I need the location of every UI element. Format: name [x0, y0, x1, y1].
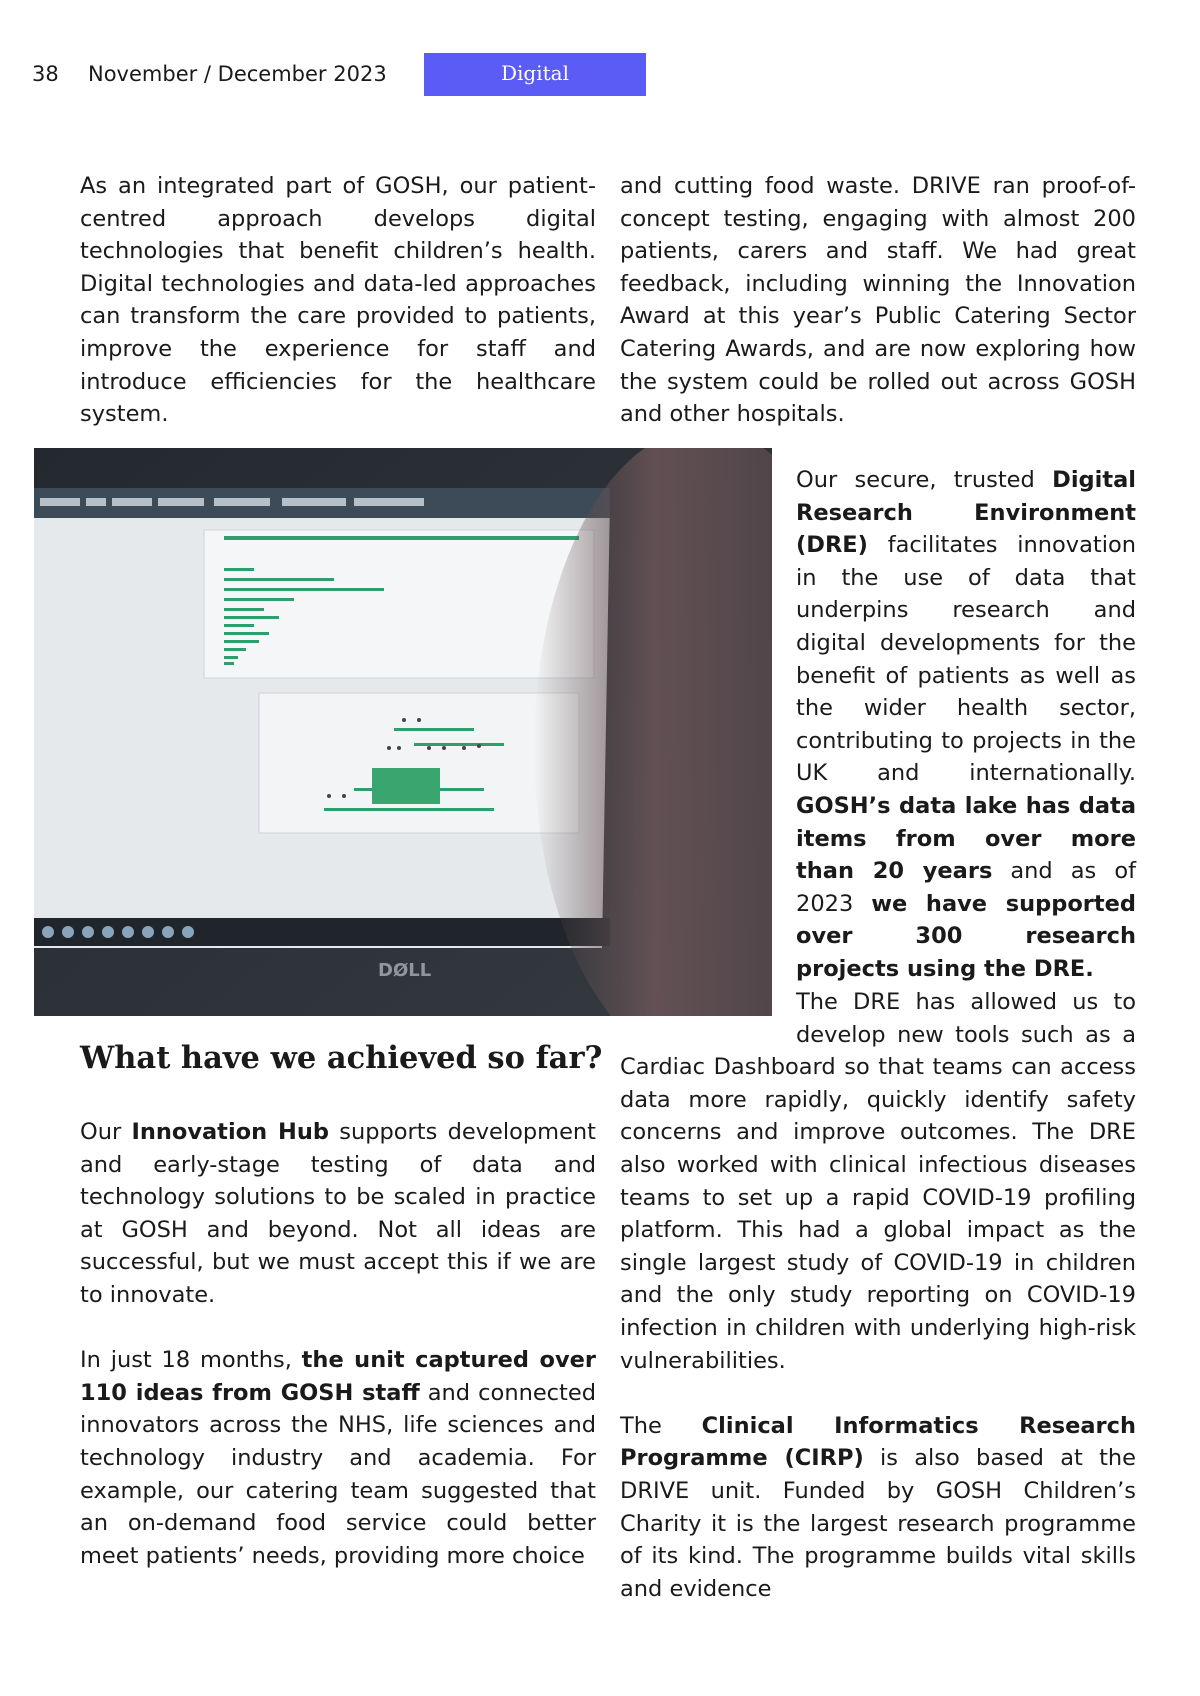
- laptop-dashboard-image: [34, 448, 772, 1016]
- dre-bold-3: we have supported over 300 research projects using the DRE.: [796, 890, 1136, 982]
- intro-left-column: [80, 170, 596, 431]
- hub-text-1: Our: [80, 1119, 132, 1145]
- dre-tools-paragraph: The DRE has allowed us to develop new tools such as a Cardiac Dashboard so that teams can access data more rapidly, quickly identify safety concerns and improve outcomes. The DRE also worked with clinical infectious diseases teams to set up a rapid COVID-19 profiling platform. This had a global impact as the single largest study of COVID-19 in children and the only study reporting on COVID-19 infection in children with underlying high-risk vulnerabilities.: [620, 989, 1136, 1374]
- intro-paragraph: As an integrated part of GOSH, our patient-centred approach develops digital technologies that benefit children’s health. Digital technologies and data-led approaches can transform the care provided to patients, improve the experience for staff and introduce efficiencies for the healthcare system.: [80, 173, 596, 428]
- ideas-bold: the unit captured over 110 ideas from GOSH staff: [80, 1347, 596, 1406]
- cirp-text-1: The: [620, 1412, 702, 1439]
- ideas-text-1: In just 18 months,: [80, 1347, 302, 1374]
- dre-text-1: Our secure, trusted: [796, 467, 1053, 493]
- text-wrap-spacer: [620, 986, 796, 1051]
- issue-date: November / December 2023: [88, 62, 387, 86]
- dre-column-lower: [620, 986, 1136, 1605]
- drive-paragraph: and cutting food waste. DRIVE ran proof-of-concept testing, engaging with almost 200 patients, carers and staff. We had great feedback, including winning the Innovation Award at this year’s Public Catering Sector Catering Awards, and are now exploring how the system could be rolled out across GOSH and other hospitals.: [620, 173, 1136, 428]
- dre-paragraph: [796, 464, 1136, 986]
- hub-bold: Innovation Hub: [131, 1119, 329, 1145]
- intro-right-column: [620, 170, 1136, 431]
- cirp-text-2: is also based at the DRIVE unit. Funded by GOSH Children’s Charity it is the largest research programme of its kind. The programme builds vital skills and evidence: [620, 1445, 1136, 1602]
- ideas-paragraph: [80, 1344, 596, 1572]
- section-heading: What have we achieved so far?: [80, 1040, 603, 1076]
- page-number: 38: [32, 62, 59, 86]
- innovation-hub-paragraph: [80, 1116, 596, 1312]
- taskbar: [34, 918, 610, 946]
- cirp-paragraph: [620, 1410, 1136, 1606]
- hub-text-2: supports development and early-stage testing of data and technology solutions to be scaled in practice at GOSH and beyond. Not all ideas are successful, but we must accept this if we are to innovate.: [80, 1119, 597, 1308]
- dre-bold-2: GOSH’s data lake has data items from over more than 20 years: [796, 792, 1136, 885]
- dre-text-2: facilitates innovation in the use of data that underpins research and digital developments for the benefit of patients as well as the wider health sector, contributing to projects in the UK and internationally.: [796, 532, 1136, 787]
- cirp-bold: Clinical Informatics Research Programme (CIRP): [620, 1412, 1137, 1472]
- section-badge: Digital: [424, 53, 646, 96]
- dre-text-3: and as of 2023: [796, 858, 1136, 917]
- dre-bold-1: Digital Research Environment (DRE): [796, 467, 1136, 559]
- ideas-text-2: and connected innovators across the NHS, life sciences and technology industry and academia. For example, our catering team suggested that an on-demand food service could better meet patients’ needs, providing more choice: [80, 1379, 596, 1569]
- achieved-column: [80, 1116, 596, 1572]
- laptop-brand-logo: DØLL: [378, 960, 432, 981]
- dre-column-upper: [796, 464, 1136, 986]
- laptop-photo: [34, 448, 772, 1016]
- tooltip-box: [372, 768, 440, 804]
